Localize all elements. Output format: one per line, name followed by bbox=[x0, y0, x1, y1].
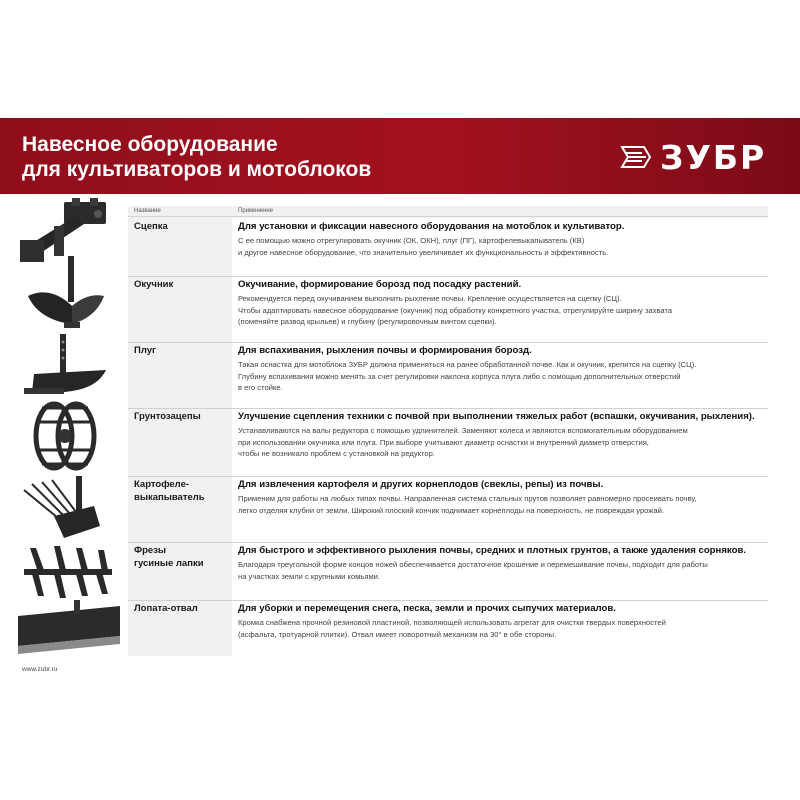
row-divider bbox=[128, 542, 768, 543]
row-application bbox=[238, 602, 766, 640]
detail-line: Глубину вспахивания можно менять за счет регулировки наклона корпуса плуга либо с помощью дополнительных отверстий bbox=[238, 371, 681, 381]
row-lead: Для уборки и перемещения снега, песка, земли и прочих сыпучих материалов. bbox=[238, 603, 616, 614]
row-lead: Окучивание, формирование борозд под посадку растений. bbox=[238, 279, 522, 290]
row-name bbox=[134, 478, 232, 504]
page-title-line2: для культиваторов и мотоблоков bbox=[22, 158, 372, 181]
detail-line: Кромка снабжена прочной резиновой пластиной, позволяющей использовать агрегат для очистки твердых поверхностей bbox=[238, 618, 666, 627]
row-name: Окучник bbox=[134, 279, 174, 290]
row-lead: Для быстрого и эффективного рыхления почвы, средних и плотных грунтов, а также удаления сорняков. bbox=[238, 545, 747, 556]
row-name: Грунтозацепы bbox=[134, 411, 201, 422]
detail-line: Такая оснастка для мотоблока ЗУБР должна применяться на ранее обработанной почве. Как и окучник, крепится на сцепку (СЦ). bbox=[238, 360, 697, 369]
table-header bbox=[128, 206, 768, 218]
row-application bbox=[238, 410, 766, 460]
row-name-line1: Картофеле- bbox=[134, 479, 190, 490]
row-application bbox=[238, 278, 766, 328]
detail-line: Устанавливаются на валы редуктора с помощью удлинителей. Заменяют колеса и являются вспомогательным оборудованием bbox=[238, 426, 688, 435]
detail-line: на участках земли с крупными комьями. bbox=[238, 571, 381, 581]
page-title-line1: Навесное оборудование bbox=[22, 133, 278, 156]
lugs-image bbox=[14, 398, 122, 474]
equipment-table bbox=[128, 206, 768, 656]
row-application bbox=[238, 478, 766, 516]
row-application bbox=[238, 220, 766, 258]
row-detail bbox=[238, 559, 766, 582]
row-name: Сцепка bbox=[134, 221, 168, 232]
row-lead: Для извлечения картофеля и других корнеплодов (свеклы, репы) из почвы. bbox=[238, 479, 604, 490]
potato-digger-image bbox=[14, 476, 122, 546]
plow-image bbox=[14, 334, 122, 404]
row-detail bbox=[238, 235, 766, 258]
detail-line: (поменяйте развод крыльев) и глубину (регулировочным винтом сцепки). bbox=[238, 317, 497, 326]
tiller-image bbox=[14, 540, 122, 604]
blade-image bbox=[14, 600, 122, 660]
row-lead: Для установки и фиксации навесного оборудования на мотоблок и культиватор. bbox=[238, 221, 625, 232]
header-banner bbox=[0, 118, 800, 194]
detail-line: Рекомендуется перед окучиванием выполнить рыхление почвы. Крепление осуществляется на сцепку (СЦ). bbox=[238, 294, 622, 303]
detail-line: С ее помощью можно отрегулировать окучник (ОК, ОКН), плуг (ПГ), картофелевыкапыватель (КВ) bbox=[238, 236, 585, 245]
row-divider bbox=[128, 342, 768, 343]
row-lead: Для вспахивания, рыхления почвы и формирования борозд. bbox=[238, 345, 532, 356]
row-name: Плуг bbox=[134, 345, 156, 356]
detail-line: в его стойке. bbox=[238, 383, 283, 392]
row-detail bbox=[238, 293, 766, 328]
row-detail bbox=[238, 359, 766, 394]
detail-line: чтобы не возникало проблем с установкой на редуктор. bbox=[238, 449, 435, 458]
detail-line: Благодаря треугольной форме концов ножей обеспечивается достаточное крошение и перемешивание почвы, подходит для работы bbox=[238, 560, 708, 569]
detail-line: (асфальта, тротуарной плитки). Отвал имеет поворотный механизм на 30° в обе стороны. bbox=[238, 629, 557, 639]
column-header-name: Название bbox=[134, 208, 161, 214]
zubr-logo-icon bbox=[620, 143, 654, 171]
logo-text: ЗУБР bbox=[660, 138, 767, 177]
row-name-line2: выкапыватель bbox=[134, 492, 205, 503]
hiller-image bbox=[14, 256, 122, 338]
row-detail bbox=[238, 425, 766, 460]
row-application bbox=[238, 344, 766, 394]
row-divider bbox=[128, 600, 768, 601]
page-title bbox=[22, 132, 371, 182]
brand-logo bbox=[620, 138, 780, 177]
detail-line: Чтобы адаптировать навесное оборудование (окучник) под обработку конкретного участка, отрегулируйте ширину захвата bbox=[238, 305, 673, 315]
column-header-application: Применение bbox=[238, 208, 274, 214]
detail-line: легко отделяя клубни от земли. Широкий плоский кончик поднимает корнеплоды на поверхность, не повреждая урожай. bbox=[238, 505, 664, 515]
footer-website-link[interactable]: www.zubr.ru bbox=[22, 666, 58, 673]
header-divider bbox=[128, 216, 768, 217]
row-name bbox=[134, 544, 232, 570]
row-divider bbox=[128, 408, 768, 409]
row-lead: Улучшение сцепления техники с почвой при выполнении тяжелых работ (вспашки, окучивания, рыхления). bbox=[238, 411, 755, 422]
detail-line: и другое навесное оборудование, что значительно увеличивает их функциональность и эффективность. bbox=[238, 247, 609, 257]
row-name-line1: Фрезы bbox=[134, 545, 167, 556]
row-application bbox=[238, 544, 766, 582]
detail-line: Применим для работы на любых типах почвы. Направленная система стальных прутов позволяет равномерно просеивать почву, bbox=[238, 494, 697, 503]
row-divider bbox=[128, 476, 768, 477]
row-name: Лопата-отвал bbox=[134, 603, 198, 614]
row-divider bbox=[128, 276, 768, 277]
row-detail bbox=[238, 617, 766, 640]
row-detail bbox=[238, 493, 766, 516]
detail-line: при использовании окучника или плуга. При выборе учитывают диаметр оснастки и внутренний диаметр отверстия, bbox=[238, 437, 649, 447]
row-name-line2: гусиные лапки bbox=[134, 558, 204, 569]
